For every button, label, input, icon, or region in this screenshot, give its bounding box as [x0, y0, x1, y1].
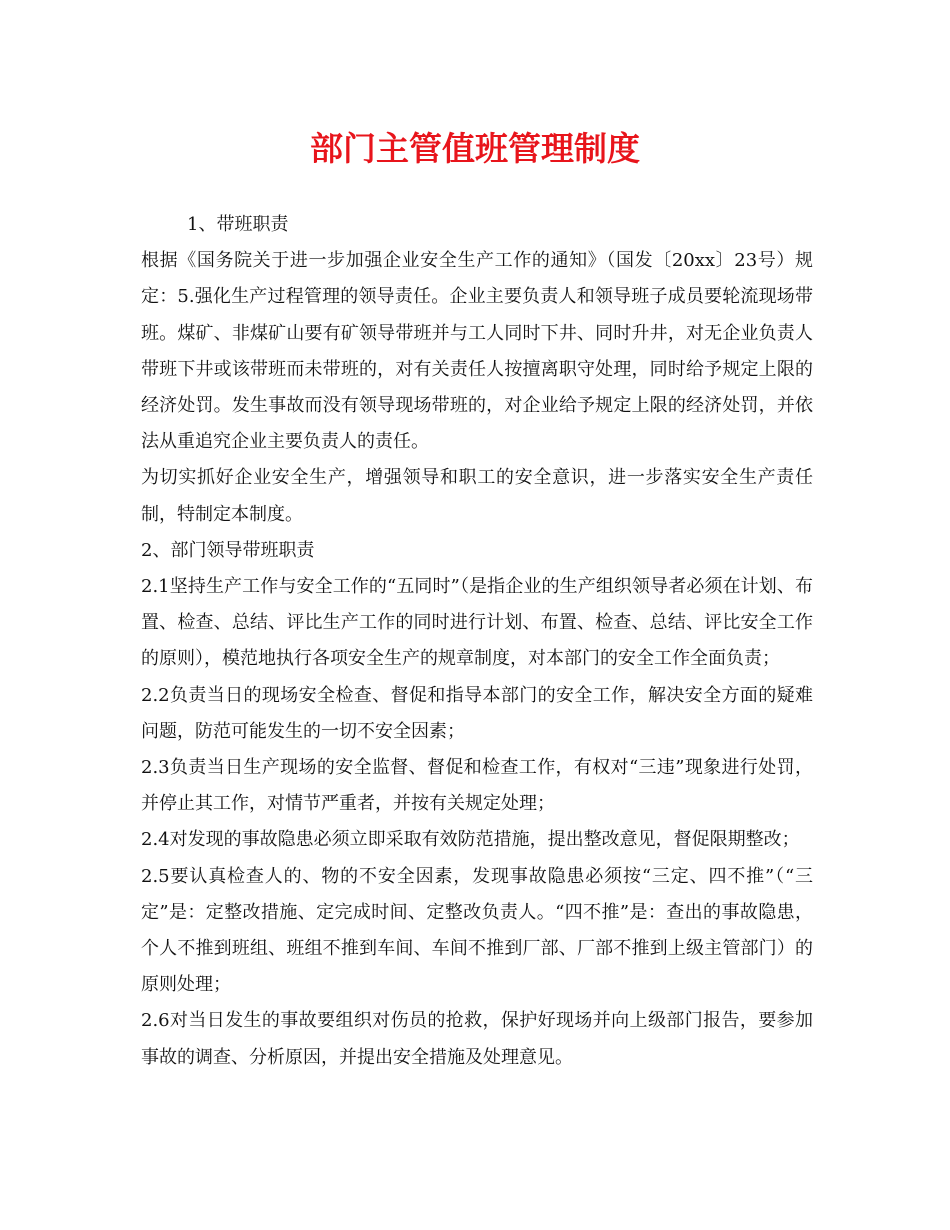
document-title: 部门主管值班管理制度 [310, 129, 640, 168]
document-body [141, 207, 813, 1076]
clause-2-2: 2.2负责当日的现场安全检查、督促和指导本部门的安全工作，解决安全方面的疑难问题，防范可能发生的一切不安全因素； [141, 684, 813, 742]
section-heading-2: 2、部门领导带班职责 [141, 539, 315, 561]
clause-2-4: 2.4对发现的事故隐患必须立即采取有效防范措施，提出整改意见，督促限期整改； [141, 829, 800, 851]
clause-2-5: 2.5要认真检查人的、物的不安全因素，发现事故隐患必须按“三定、四不推”（“三定”是：定整改措施、定完成时间、定整改负责人。“四不推”是：查出的事故隐患，个人不推到班组、班组不推到车间、车间不推到厂部、厂部不推到上级主管部门）的原则处理； [141, 865, 813, 996]
clause-2-1: 2.1坚持生产工作与安全工作的“五同时”（是指企业的生产组织领导者必须在计划、布置、检查、总结、评比生产工作的同时进行计划、布置、检查、总结、评比安全工作的原则），模范地执行各项安全生产的规章制度，对本部门的安全工作全面负责； [141, 576, 813, 670]
clause-2-6: 2.6对当日发生的事故要组织对伤员的抢救，保护好现场并向上级部门报告，要参加事故的调查、分析原因，并提出安全措施及处理意见。 [141, 1010, 813, 1068]
section-heading-1: 1、带班职责 [187, 214, 289, 235]
paragraph-purpose: 为切实抓好企业安全生产，增强领导和职工的安全意识，进一步落实安全生产责任制，特制定本制度。 [141, 467, 813, 525]
clause-2-3: 2.3负责当日生产现场的安全监督、督促和检查工作，有权对“三违”现象进行处罚，并停止其工作，对情节严重者，并按有关规定处理； [141, 757, 813, 815]
paragraph-regulation: 根据《国务院关于进一步加强企业安全生产工作的通知》（国发〔20xx〕23号）规定：5.强化生产过程管理的领导责任。企业主要负责人和领导班子成员要轮流现场带班。煤矿、非煤矿山要有矿领导带班并与工人同时下井、同时升井，对无企业负责人带班下井或该带班而未带班的，对有关责任人按擅离职守处理，同时给予规定上限的经济处罚。发生事故而没有领导现场带班的，对企业给予规定上限的经济处罚，并依法从重追究企业主要负责人的责任。 [141, 250, 813, 453]
